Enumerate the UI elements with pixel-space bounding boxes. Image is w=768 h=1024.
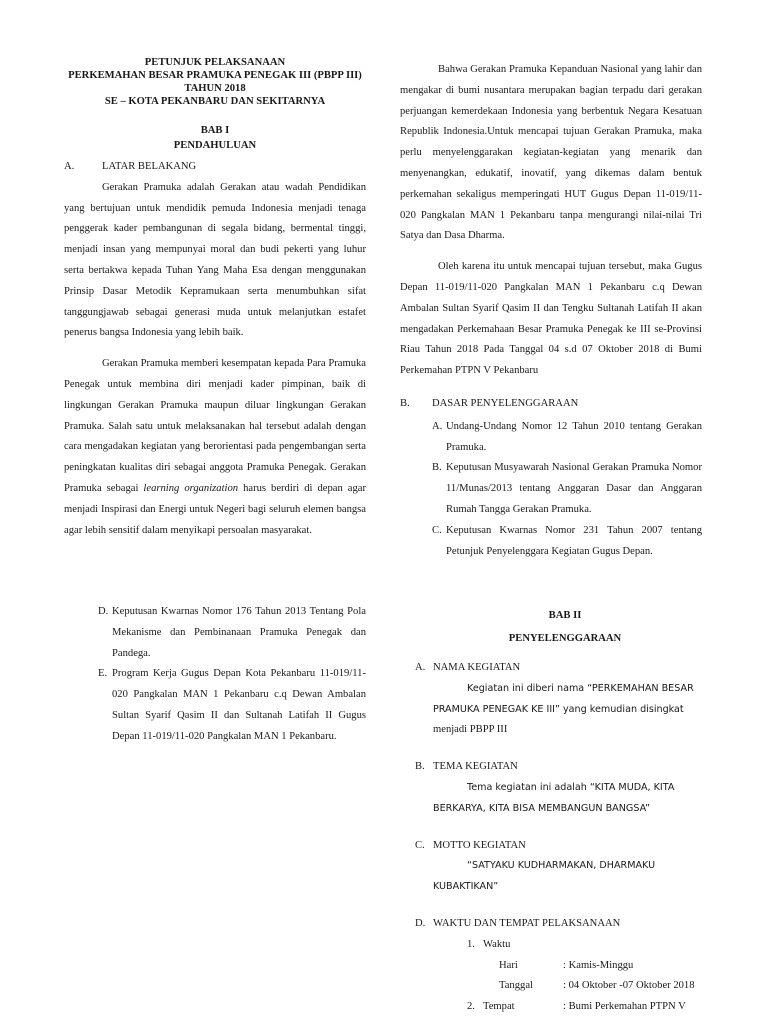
tema-kegiatan-text: Tema kegiatan ini adalah “KITA MUDA, KITA BERKARYA, KITA BISA MEMBANGUN BANGSA” [433,781,675,814]
nama-kegiatan-body [433,679,715,741]
section-label: D. [415,917,426,929]
section-nama-kegiatan [415,658,715,679]
tanggal-row [499,976,715,997]
list-item [432,521,702,563]
dasar-list [432,417,702,563]
section-title: LATAR BELAKANG [102,161,197,172]
top-left-column [64,56,366,541]
paragraph-tujuan: Oleh karena itu untuk mencapai tujuan tersebut, maka Gugus Depan 11-019/11-020 Pangkalan MAN 1 Pekanbaru c.q Dewan Ambalan Sultan Syarif Qasim II dan Tengku Sultanah Latifah II akan mengadakan Perkemahaan Besar Pramuka Penegak ke III se-Provinsi Riau Tahun 2018 Pada Tanggal 04 s.d 07 Oktober 2018 di Bumi Perkemahan PTPN V Pekanbaru [400,261,702,377]
waktu-row [467,935,715,956]
paragraph-gerakan-pramuka: Bahwa Gerakan Pramuka Kepanduan Nasional yang lahir dan mengakar di bumi nusantara merupakan bagian terpadu dari gerakan perjuangan kemerdekaan Indonesia yang berbentuk Negara Kesatuan Republik Indonesia.Untuk mencapai tujuan Gerakan Pramuka, maka perlu menyelenggarakan kegiatan-kegiatan yang menarik dan menyenangkan, edukatif, inovatif, yang dikemas dalam bentuk perkemahan sekaligus memperingati HUT Gugus Depan 11-019/11-020 Pangkalan MAN 1 Pekanbaru tanpa mengurangi nilai-nilai Tri Satya dan Dasa Dharma. [400,64,702,242]
list-label: C. [432,524,442,536]
section-title: DASAR PENYELENGGARAAN [432,397,579,409]
list-text: Undang-Undang Nomor 12 Tahun 2010 tentang Gerakan Pramuka. [446,420,702,453]
list-text: Keputusan Musyawarah Nasional Gerakan Pramuka Nomor 11/Munas/2013 tentang Anggaran Dasar dan Anggaran Rumah Tangga Gerakan Pramuka. [446,462,702,515]
list-label: B. [432,462,442,474]
list-item [432,458,702,520]
section-title: WAKTU DAN TEMPAT PELAKSANAAN [433,917,621,929]
chapter-title: PENYELENGGARAAN [508,633,622,644]
paragraph-latar-belakang-2 [64,354,366,541]
list-item [98,602,366,664]
chapter-title: PENDAHULUAN [173,140,257,151]
motto-kegiatan-body [433,856,683,898]
field-key: Hari [499,959,518,971]
list-label: A. [432,420,443,432]
list-text: Keputusan Kwarnas Nomor 231 Tahun 2007 tentang Petunjuk Penyelenggara Kegiatan Gugus Depan. [446,524,702,557]
section-motto-kegiatan [415,836,715,857]
bottom-right-column [415,604,715,1018]
section-title: TEMA KEGIATAN [433,761,518,773]
field-value: : 04 Oktober -07 Oktober 2018 [563,980,695,992]
list-text: Keputusan Kwarnas Nomor 176 Tahun 2013 Tentang Pola Mekanisme dan Pembinanaan Pramuka Penegak dan Pandega. [112,606,366,659]
field-key: Tempat [483,1001,515,1013]
section-label: C. [415,839,425,851]
chapter-heading-2 [415,604,715,650]
nama-kegiatan-short: menjadi PBPP III [433,724,508,736]
title-line: PERKEMAHAN BESAR PRAMUKA PENEGAK III (PBPP III) [68,70,362,81]
title-line: TAHUN 2018 [184,83,246,94]
chapter-number: BAB II [548,610,582,621]
list-item [98,664,366,747]
hari-row [499,956,715,977]
section-label: A. [64,161,75,172]
section-heading-a [64,157,366,178]
top-right-column [400,60,702,562]
title-line: PETUNJUK PELAKSANAAN [144,57,286,68]
section-heading-b [400,394,702,415]
list-label: 2. [467,1001,475,1013]
motto-text: “SATYAKU KUDHARMAKAN, DHARMAKU KUBAKTIKAN” [433,860,656,893]
tema-kegiatan-body [433,778,715,820]
title-line: SE – KOTA PEKANBARU DAN SEKITARNYA [104,96,326,107]
field-key: Tanggal [499,980,533,992]
italic-term: learning organization [143,482,239,494]
tempat-row [467,997,715,1018]
field-value: : Bumi Perkemahan PTPN V [563,1001,686,1013]
paragraph-text: harus berdiri di depan agar menjadi Inspirasi dan Energi untuk Negeri bagi seluruh elemen bangsa agar lebih sensitif dalam menyikapi persoalan masyarakat. [64,482,366,536]
section-label: A. [415,662,426,673]
list-label: 1. [467,938,475,950]
list-text: Waktu [483,938,511,950]
list-label: D. [98,606,109,617]
nama-kegiatan-text: Kegiatan ini diberi nama “PERKEMAHAN BESAR PRAMUKA PENEGAK KE III” yang kemudian disingkat [433,682,694,715]
list-text: Program Kerja Gugus Depan Kota Pekanbaru 11-019/11-020 Pangkalan MAN 1 Pekanbaru c.q Dewan Ambalan Sultan Syarif Qasim II dan Sultanah Latifah II Gugus Depan 11-019/11-020 Pangkalan MAN 1 Pekanbaru. [112,668,366,742]
bottom-left-column [98,602,366,748]
section-waktu-tempat [415,914,715,935]
section-title: MOTTO KEGIATAN [433,839,526,851]
field-value: : Kamis-Minggu [563,959,634,971]
section-label: B. [400,397,410,409]
document-title [64,56,366,108]
chapter-heading [64,123,366,153]
list-label: E. [98,668,108,680]
paragraph-text: Gerakan Pramuka memberi kesempatan kepada Para Pramuka Penegak untuk membina diri menjadi kader pimpinan, baik di lingkungan Gerakan Pramuka maupun diluar lingkungan Gerakan Pramuka. Salah satu untuk melaksanakan hal tersebut adalah dengan cara mengadakan kegiatan yang berorientasi pada pengembangan serta peningkatan kualitas diri sebagai anggota Pramuka Penegak. Gerakan Pramuka sebagai [64,358,366,494]
waktu-tempat-body [467,935,715,1018]
chapter-number: BAB I [200,125,230,136]
section-tema-kegiatan [415,757,715,778]
paragraph-latar-belakang-1: Gerakan Pramuka adalah Gerakan atau wadah Pendidikan yang bertujuan untuk mendidik pemuda Indonesia menjadi tenaga penggerak kader pembangunan di segala bidang, bermental tinggi, menjadi insan yang mempunyai moral dan budi pekerti yang luhur serta bertakwa kepada Tuhan Yang Maha Esa dengan menggunakan Prinsip Dasar Metodik Kepramukaan serta menumbuhkan sifat tanggungjawab sebagai generasi muda untuk melanjutkan estafet penerus bangsa Indonesia yang lebih baik. [64,181,366,339]
list-item [432,417,702,459]
section-title: NAMA KEGIATAN [433,662,521,673]
section-label: B. [415,761,425,773]
